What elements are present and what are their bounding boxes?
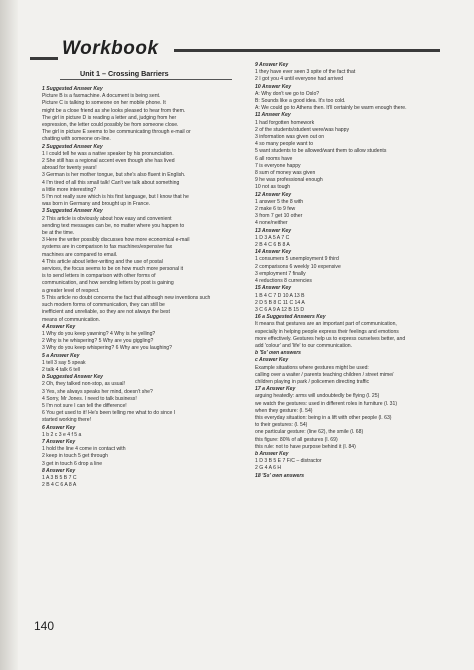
answer-line: 1 Why do you keep yawning? 4 Why is he yelling?	[42, 330, 156, 337]
answer-line: 1 I could tell he was a native speaker by his pronunciation.	[42, 150, 174, 157]
answer-line: 8 Answer Key	[42, 467, 76, 474]
answer-line: 1 b 2 c 3 e 4 f 5 a	[42, 431, 82, 438]
answer-line: A: We could go to Athens then. It'll certainly be warm enough there.	[255, 105, 407, 112]
unit-underline	[60, 79, 232, 80]
answer-line: especially in helping people express their feelings and emotions	[255, 328, 399, 335]
answer-line: 1 Suggested Answer Key	[42, 86, 103, 92]
answer-line: 4 This article about letter-writing and the use of postal	[42, 258, 163, 265]
answer-line: is to send letters in comparison with other forms of	[42, 273, 156, 280]
answer-line: this rule: not to have purpose behind it (l. 84)	[255, 443, 356, 450]
answer-line: 13 Answer Key	[255, 227, 292, 234]
answer-line: 1 D 3 A 5 A 7 C	[255, 234, 290, 241]
answer-line: 3 employment 7 finally	[255, 270, 306, 277]
answer-line: 2 G 4 A 6 H	[255, 465, 282, 472]
answer-line: 3 get in touch 6 drop a line	[42, 460, 103, 467]
answer-line: The girl in picture D is reading a letter and, judging from her	[42, 114, 177, 121]
answer-line: 3 Why do you keep whispering? 6 Why are you laughing?	[42, 345, 172, 352]
answer-line: 2 B 4 C 6 B 8 A	[255, 242, 290, 249]
answer-line: might be a close friend as she looks pleased to hear from them.	[42, 107, 186, 114]
answer-line: 3 Yes, she always speaks her mind, doesn't she?	[42, 388, 153, 395]
answer-line: c Answer Key	[255, 357, 289, 364]
answer-line: 1 they have ever seen 3 spite of the fact that	[255, 69, 356, 76]
answer-line: 1 consumers 5 unemployment 9 third	[255, 256, 339, 263]
answer-line: b Answer Key	[255, 450, 289, 457]
answer-line: 6 all rooms have	[255, 155, 293, 162]
answer-line: 16 a Suggested Answers Key	[255, 314, 326, 321]
answer-line: 2 Why is he whispering? 5 Why are you giggling?	[42, 338, 154, 345]
answer-line: 3 German is her mother tongue, but she's also fluent in English.	[42, 172, 186, 179]
answer-line: inefficient and unreliable, so they are not always the best	[42, 309, 170, 316]
answer-line: The girl in picture E seems to be communicating through e-mail or	[42, 129, 191, 136]
answer-line: It means that gestures are an important part of communication,	[255, 321, 397, 328]
answer-line: 1 D 3 B 5 E 7 F/C – distractor	[255, 458, 322, 465]
answer-line: b '5s' own answers	[255, 350, 302, 357]
answer-line: 9 Answer Key	[255, 62, 289, 68]
answer-line: 2 Oh, they talked non-stop, as usual!	[42, 381, 125, 388]
answer-line: 4 reductions 8 currencies	[255, 278, 312, 285]
answer-line: 2 She still has a regional accent even though she has lived	[42, 158, 175, 165]
page-title: Workbook	[62, 38, 159, 59]
answer-line: we watch the gestures: used in different roles in furniture (l. 31)	[255, 400, 398, 407]
answer-line: 7 Answer Key	[42, 438, 76, 445]
page-fold-shadow	[0, 0, 18, 670]
answer-line: chatting with someone on-line.	[42, 136, 111, 143]
answer-line: when they gesture: (l. 54)	[255, 407, 313, 414]
right-answer-column	[255, 62, 460, 480]
answer-line: 5 a Answer Key	[42, 352, 80, 359]
answer-line: 2 of the students/student were/was happy	[255, 126, 350, 133]
answer-line: sending text messages can be, no matter where you happen to	[42, 222, 185, 229]
answer-line: 2 talk 4 talk 6 tell	[42, 366, 80, 373]
answer-line: 11 Answer Key	[255, 112, 291, 119]
answer-line: started working there!	[42, 417, 91, 424]
answer-line: 1 hold the line 4 come in contact with	[42, 446, 126, 453]
answer-line: be at the time.	[42, 230, 75, 237]
answer-line: 3 from 7 get 10 other	[255, 213, 303, 220]
answer-line: 2 keep in touch 5 get through	[42, 453, 108, 460]
answer-line: b Suggested Answer Key	[42, 374, 103, 381]
answer-line: calling over a waiter / parents teaching children / street mime/	[255, 371, 394, 378]
answer-line: 2 Suggested Answer Key	[42, 143, 103, 150]
answer-line: was born in Germany and brought up in France.	[42, 201, 151, 208]
answer-line: 2 comparisons 6 weekly 10 expensive	[255, 263, 341, 270]
answer-line: 2 B 4 C 6 A 8 A	[42, 482, 77, 489]
answer-line: 3 C 6 A 9 A 12 B 15 D	[255, 306, 304, 313]
answer-line: 9 he was professional enough	[255, 177, 323, 184]
answer-line: machines are compared to email.	[42, 251, 118, 258]
answer-line: systems are in comparison to fax machines/expensive fax	[42, 244, 173, 251]
answer-line: Picture C is talking to someone on her mobile phone. It	[42, 100, 166, 107]
answer-line: abroad for twenty years!	[42, 165, 97, 172]
left-answer-column	[42, 86, 247, 489]
answer-line: 4 so many people want to	[255, 141, 314, 148]
answer-line: 5 I'm not really sure which is his first language, but I know that he	[42, 194, 189, 201]
answer-line: such modern forms of communication, they can still be	[42, 302, 165, 309]
answer-line: 1 had forgotten homework	[255, 119, 315, 126]
answer-line: 12 Answer Key	[255, 191, 292, 198]
answer-line: 4 I'm tired of all this small talk! Can't we talk about something	[42, 179, 180, 186]
answer-line: 2 I got you 4 until everyone had arrived	[255, 76, 344, 83]
answer-line: 6 You get used to it! He's been telling me what to do since I	[42, 410, 176, 417]
answer-line: a little more interesting?	[42, 186, 97, 193]
answer-line: 2 make 6 to 9 few	[255, 206, 296, 213]
answer-line: 14 Answer Key	[255, 249, 292, 256]
answer-line: 5 This article no doubt concerns the fact that although new inventions such	[42, 294, 211, 301]
answer-line: 17 a Answer Key	[255, 386, 296, 393]
answer-line: this everyday situation: being in a lift with other people (l. 63)	[255, 414, 392, 421]
answer-line: 15 Answer Key	[255, 285, 292, 292]
answer-line: 8 sum of money was given	[255, 170, 316, 177]
answer-line: 4 Sorry, Mr Jones. I need to talk business!	[42, 395, 137, 402]
answer-line: 7 is everyone happy	[255, 162, 301, 169]
answer-line: 1 B 4 C 7 D 10 A 13 B	[255, 292, 305, 299]
answer-line: 5 want students to be allowed/want them to allow students	[255, 148, 387, 155]
answer-line: 3 information was given out on	[255, 134, 325, 141]
answer-line: Example situations where gestures might be used:	[255, 364, 369, 371]
answer-line: 10 Answer Key	[255, 83, 292, 90]
answer-line: expression, the letter could possibly be from someone close.	[42, 122, 179, 129]
answer-line: 10 not as tough	[255, 184, 291, 191]
answer-line: 1 tell 3 say 5 speak	[42, 359, 86, 366]
answer-line: Picture B is a faxmachine. A document is being sent.	[42, 93, 161, 100]
answer-line: children playing in park / policemen directing traffic	[255, 378, 370, 385]
answer-line: 1 answer 5 the 8 with	[255, 198, 304, 205]
answer-line: 2 D 5 B 8 C 11 C 14 A	[255, 299, 305, 306]
answer-line: A: Why don't we go to Oslo?	[255, 90, 320, 97]
answer-line: 3 Here the writer possibly discusses how more economical e-mail	[42, 237, 190, 244]
page-number: 140	[34, 619, 55, 633]
answer-line: B: Sounds like a good idea. It's too cold.	[255, 98, 346, 105]
answer-line: 4 Answer Key	[42, 323, 76, 330]
header-rule-left	[30, 57, 58, 60]
answer-line: 1 A 3 B 5 B 7 C	[42, 474, 77, 481]
answer-line: this figure: 80% of all gestures (l. 69)	[255, 436, 338, 443]
answer-line: one particular gesture: (line 62), the smile (l. 68)	[255, 429, 364, 436]
answer-line: 18 'Ss' own answers	[255, 472, 305, 479]
answer-line: 6 Answer Key	[42, 424, 76, 431]
answer-line: 5 I'm not sure I can tell the difference!	[42, 402, 127, 409]
answer-line: means of communication.	[42, 316, 101, 323]
answer-line: 3 Suggested Answer Key	[42, 208, 103, 215]
answer-line: a greater level of respect.	[42, 287, 100, 294]
answer-line: services, the focus seems to be on how much more personal it	[42, 266, 183, 273]
answer-line: more effectively. Gestures help us to express ourselves better, and	[255, 335, 406, 342]
unit-heading: Unit 1 – Crossing Barriers	[80, 69, 169, 78]
answer-line: arguing heatedly: arms will undoubtedly be flying (l. 25)	[255, 393, 380, 400]
answer-line: add 'colour' and 'life' to our communication.	[255, 342, 353, 349]
answer-line: 4 none/neither	[255, 220, 288, 227]
answer-line: 2 This article is obviously about how easy and convenient	[42, 215, 172, 222]
answer-line: to their gestures: (l. 54)	[255, 422, 308, 429]
answer-line: communication, and how sending letters by post is gaining	[42, 280, 174, 287]
header-rule-right	[174, 49, 440, 52]
